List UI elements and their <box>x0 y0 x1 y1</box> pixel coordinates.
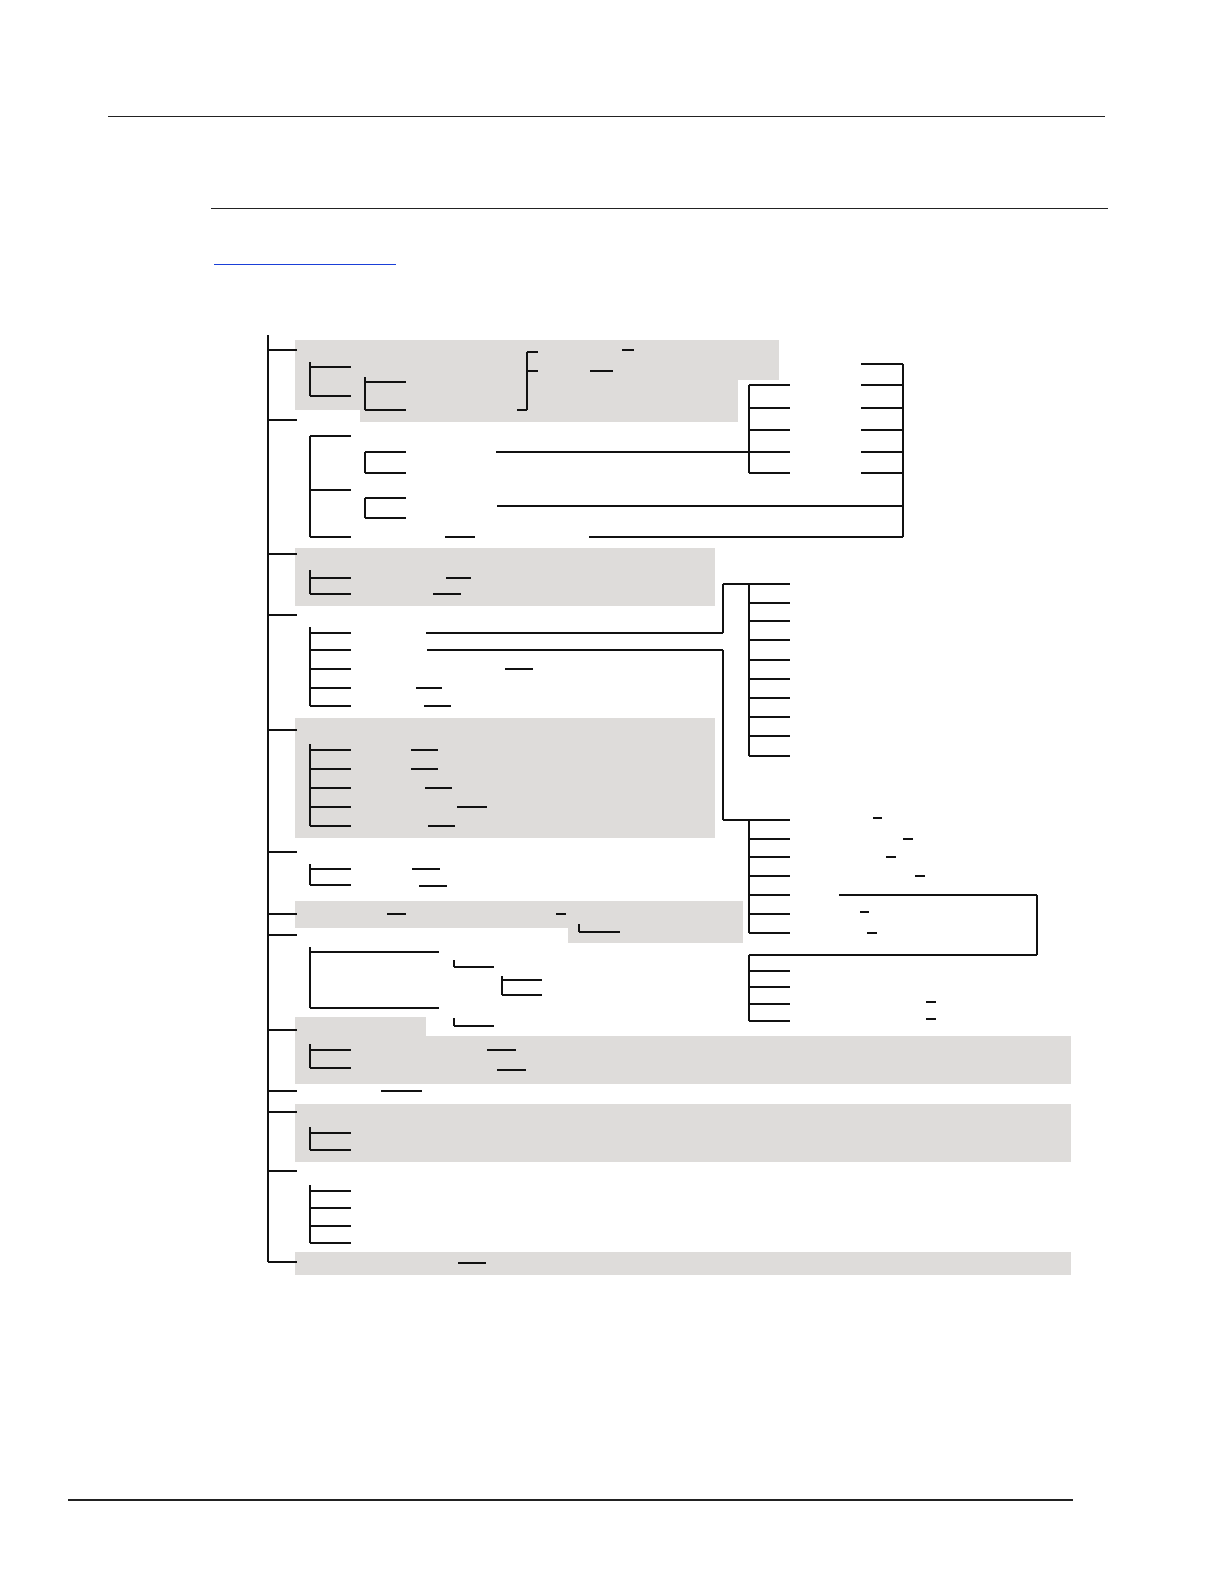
shade-box <box>295 1017 426 1037</box>
shade-box <box>360 409 738 422</box>
shade-box <box>295 1036 1071 1084</box>
shade-box <box>568 927 743 943</box>
footer-rule <box>68 1499 1073 1501</box>
shade-box <box>295 901 743 928</box>
shade-box <box>295 1104 1071 1162</box>
shade-box <box>295 379 738 410</box>
shade-box <box>295 718 715 838</box>
shade-box <box>295 340 779 380</box>
shaded-regions <box>295 340 1071 1275</box>
shade-box <box>295 548 715 606</box>
shade-box <box>295 1252 1071 1275</box>
